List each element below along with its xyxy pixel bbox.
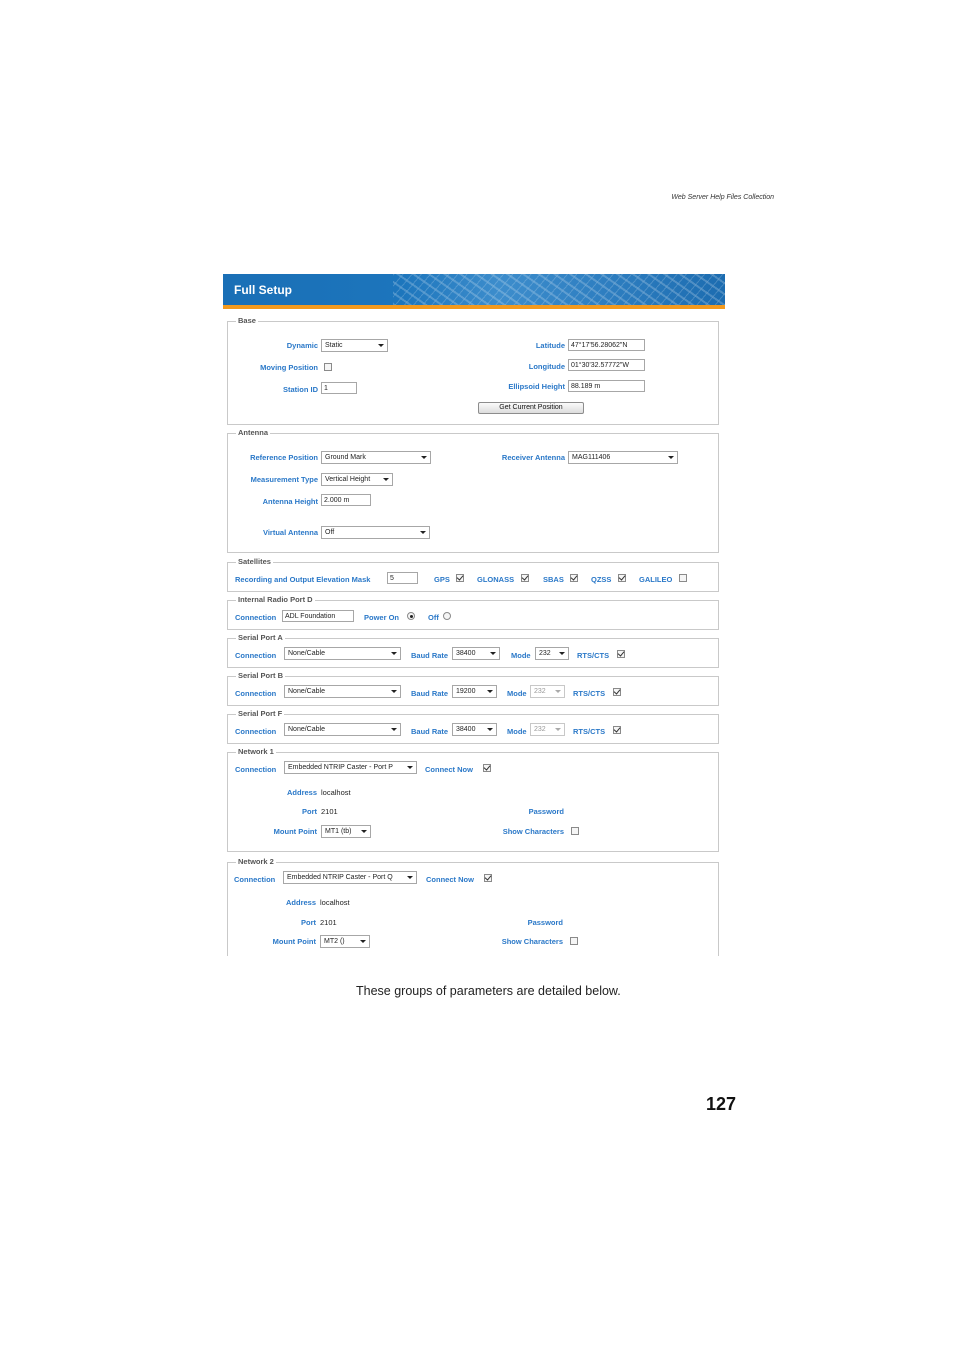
longitude-label: Longitude	[528, 362, 565, 371]
glonass-checkbox[interactable]	[521, 574, 529, 582]
port-a-baud-label: Baud Rate	[411, 651, 449, 660]
page-number: 127	[705, 1094, 736, 1114]
chevron-down-icon	[407, 876, 413, 879]
net2-mount-point-label: Mount Point	[272, 937, 316, 946]
gps-label: GPS	[434, 575, 450, 584]
net2-address-value: localhost	[320, 898, 350, 907]
network-2-group	[227, 857, 719, 956]
net1-port-value: 2101	[321, 807, 338, 816]
serial-port-a-group	[227, 633, 719, 668]
port-f-mode-select[interactable]: 232	[530, 723, 565, 736]
net1-connect-now-checkbox[interactable]	[483, 764, 491, 772]
port-b-rts-label: RTS/CTS	[573, 689, 606, 698]
antenna-legend: Antenna	[238, 428, 268, 437]
title-banner	[223, 274, 725, 305]
virtual-antenna-label: Virtual Antenna	[262, 528, 318, 537]
port-f-mode-label: Mode	[507, 727, 527, 736]
satellites-group	[227, 557, 719, 592]
port-b-rts-checkbox[interactable]	[613, 688, 621, 696]
net2-connection-select[interactable]: Embedded NTRIP Caster - Port Q	[283, 871, 417, 884]
gps-checkbox[interactable]	[456, 574, 464, 582]
network-2-legend: Network 2	[238, 857, 274, 866]
galileo-checkbox[interactable]	[679, 574, 687, 582]
internal-radio-group	[227, 595, 719, 630]
measurement-type-select[interactable]: Vertical Height	[321, 473, 393, 486]
net1-connection-select[interactable]: Embedded NTRIP Caster - Port P	[284, 761, 417, 774]
chevron-down-icon	[361, 830, 367, 833]
net2-address-label: Address	[285, 898, 316, 907]
serial-port-b-legend: Serial Port B	[238, 671, 284, 680]
port-a-mode-label: Mode	[511, 651, 531, 660]
net1-port-label: Port	[302, 807, 317, 816]
antenna-height-label: Antenna Height	[262, 497, 318, 506]
net1-password-label: Password	[528, 807, 564, 816]
net2-show-characters-label: Show Characters	[501, 937, 563, 946]
radio-connection-input[interactable]: ADL Foundation	[282, 610, 354, 622]
moving-position-label: Moving Position	[260, 363, 318, 372]
net1-show-characters-checkbox[interactable]	[571, 827, 579, 835]
net2-mount-point-select[interactable]: MT2 ()	[320, 935, 370, 948]
power-off-label: Off	[428, 613, 439, 622]
latitude-label: Latitude	[535, 341, 565, 350]
antenna-height-input[interactable]: 2.000 m	[321, 494, 371, 506]
chevron-down-icon	[407, 766, 413, 769]
port-f-rts-checkbox[interactable]	[613, 726, 621, 734]
net1-address-value: localhost	[321, 788, 351, 797]
port-b-mode-label: Mode	[507, 689, 527, 698]
reference-position-select[interactable]: Ground Mark	[321, 451, 431, 464]
serial-port-b-group	[227, 671, 719, 706]
net2-port-value: 2101	[320, 918, 337, 927]
net1-mount-point-label: Mount Point	[273, 827, 317, 836]
dynamic-label: Dynamic	[286, 341, 318, 350]
panel-title: Full Setup	[234, 283, 292, 297]
net1-mount-point-select[interactable]: MT1 (tb)	[321, 825, 371, 838]
get-current-position-button[interactable]: Get Current Position	[478, 402, 584, 414]
net2-show-characters-checkbox[interactable]	[570, 937, 578, 945]
latitude-input[interactable]: 47°17'56.28062"N	[568, 339, 645, 351]
chevron-down-icon	[555, 690, 561, 693]
glonass-label: GLONASS	[477, 575, 515, 584]
power-on-label: Power On	[364, 613, 400, 622]
galileo-label: GALILEO	[639, 575, 673, 584]
port-f-connection-label: Connection	[235, 727, 277, 736]
serial-port-f-group	[227, 709, 719, 744]
net2-password-label: Password	[527, 918, 563, 927]
chevron-down-icon	[391, 652, 397, 655]
network-1-group	[227, 747, 719, 852]
port-f-connection-select[interactable]: None/Cable	[284, 723, 401, 736]
ellipsoid-height-label: Ellipsoid Height	[508, 382, 565, 391]
banner-map-texture	[393, 274, 725, 305]
receiver-antenna-label: Receiver Antenna	[501, 453, 565, 462]
chevron-down-icon	[420, 531, 426, 534]
port-a-connection-label: Connection	[235, 651, 277, 660]
port-a-connection-select[interactable]: None/Cable	[284, 647, 401, 660]
chevron-down-icon	[487, 690, 493, 693]
chevron-down-icon	[360, 940, 366, 943]
measurement-type-label: Measurement Type	[250, 475, 318, 484]
port-b-mode-select[interactable]: 232	[530, 685, 565, 698]
sbas-checkbox[interactable]	[570, 574, 578, 582]
net2-connect-now-checkbox[interactable]	[484, 874, 492, 882]
port-f-baud-label: Baud Rate	[411, 727, 449, 736]
radio-connection-label: Connection	[235, 613, 277, 622]
port-b-baud-label: Baud Rate	[411, 689, 449, 698]
port-f-rts-label: RTS/CTS	[573, 727, 606, 736]
receiver-antenna-select[interactable]: MAG111406	[568, 451, 678, 464]
net1-show-characters-label: Show Characters	[502, 827, 564, 836]
net1-connect-now-label: Connect Now	[425, 765, 473, 774]
base-legend: Base	[238, 316, 256, 325]
dynamic-select[interactable]: Static	[321, 339, 388, 352]
chevron-down-icon	[378, 344, 384, 347]
port-f-baud-select[interactable]: 38400	[452, 723, 497, 736]
net1-connection-label: Connection	[235, 765, 277, 774]
orange-divider	[223, 305, 725, 309]
net2-port-label: Port	[301, 918, 316, 927]
satellites-legend: Satellites	[238, 557, 271, 566]
net2-connect-now-label: Connect Now	[426, 875, 474, 884]
chevron-down-icon	[668, 456, 674, 459]
chevron-down-icon	[421, 456, 427, 459]
station-id-input[interactable]: 1	[321, 382, 357, 394]
chevron-down-icon	[559, 652, 565, 655]
qzss-label: QZSS	[591, 575, 612, 584]
port-b-connection-label: Connection	[235, 689, 277, 698]
qzss-checkbox[interactable]	[618, 574, 626, 582]
ellipsoid-height-input[interactable]: 88.189 m	[568, 380, 645, 392]
elevation-mask-input[interactable]: 5	[387, 572, 418, 584]
elevation-mask-label: Recording and Output Elevation Mask	[235, 575, 371, 584]
internal-radio-legend: Internal Radio Port D	[238, 595, 313, 604]
caption-text: These groups of parameters are detailed below.	[356, 984, 621, 998]
power-off-radio[interactable]	[443, 612, 451, 620]
serial-port-a-legend: Serial Port A	[238, 633, 283, 642]
port-a-baud-select[interactable]: 38400	[452, 647, 500, 660]
port-b-connection-select[interactable]: None/Cable	[284, 685, 401, 698]
longitude-input[interactable]: 01°30'32.57772"W	[568, 359, 645, 371]
antenna-group	[227, 428, 719, 553]
station-id-label: Station ID	[283, 385, 318, 394]
net1-address-label: Address	[286, 788, 317, 797]
running-header: Web Server Help Files Collection	[671, 194, 774, 201]
port-a-rts-label: RTS/CTS	[577, 651, 610, 660]
moving-position-checkbox[interactable]	[324, 363, 332, 371]
virtual-antenna-select[interactable]: Off	[321, 526, 430, 539]
serial-port-f-legend: Serial Port F	[238, 709, 283, 718]
network-1-legend: Network 1	[238, 747, 274, 756]
sbas-label: SBAS	[543, 575, 564, 584]
port-b-baud-select[interactable]: 19200	[452, 685, 497, 698]
full-setup-screenshot	[223, 274, 725, 956]
chevron-down-icon	[490, 652, 496, 655]
chevron-down-icon	[383, 478, 389, 481]
reference-position-label: Reference Position	[250, 453, 318, 462]
port-a-mode-select[interactable]: 232	[535, 647, 569, 660]
chevron-down-icon	[555, 728, 561, 731]
base-group	[227, 316, 719, 425]
port-a-rts-checkbox[interactable]	[617, 650, 625, 658]
chevron-down-icon	[391, 728, 397, 731]
power-on-radio[interactable]	[407, 612, 415, 620]
net2-connection-label: Connection	[234, 875, 276, 884]
chevron-down-icon	[487, 728, 493, 731]
chevron-down-icon	[391, 690, 397, 693]
